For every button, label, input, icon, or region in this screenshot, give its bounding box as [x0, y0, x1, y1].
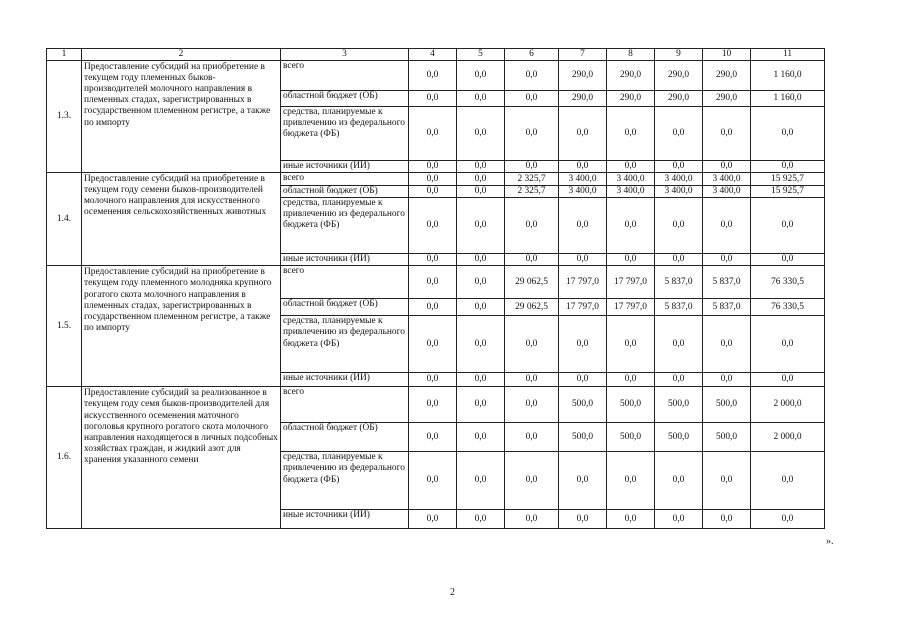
value-cell: 0,0	[559, 254, 607, 266]
value-cell: 0,0	[703, 373, 751, 387]
funding-source: всего	[281, 387, 409, 423]
value-cell: 17 797,0	[607, 299, 655, 316]
funding-source: средства, планируемые к привлечению из федерального бюджета (ФБ)	[281, 316, 409, 373]
header-cell: 8	[607, 49, 655, 61]
value-cell: 0,0	[751, 510, 825, 529]
value-cell: 0,0	[655, 316, 703, 373]
value-cell: 0,0	[409, 198, 457, 254]
value-cell: 0,0	[409, 316, 457, 373]
value-cell: 0,0	[409, 91, 457, 107]
value-cell: 0,0	[457, 254, 505, 266]
funding-source: иные источники (ИИ)	[281, 373, 409, 387]
table-row	[47, 61, 825, 91]
value-cell: 3 400,0	[559, 186, 607, 198]
value-cell: 0,0	[457, 107, 505, 161]
header-cell: 2	[82, 49, 281, 61]
value-cell: 17 797,0	[559, 266, 607, 299]
value-cell: 3 400,0	[703, 186, 751, 198]
value-cell: 0,0	[559, 373, 607, 387]
header-cell: 1	[47, 49, 82, 61]
header-cell: 10	[703, 49, 751, 61]
header-cell: 3	[281, 49, 409, 61]
value-cell: 0,0	[505, 61, 559, 91]
value-cell: 0,0	[409, 161, 457, 173]
value-cell: 0,0	[655, 198, 703, 254]
value-cell: 3 400,0	[655, 186, 703, 198]
value-cell: 0,0	[703, 254, 751, 266]
value-cell: 0,0	[457, 510, 505, 529]
value-cell: 0,0	[409, 173, 457, 186]
value-cell: 3 400,0	[607, 173, 655, 186]
value-cell: 290,0	[559, 61, 607, 91]
value-cell: 2 325,7	[505, 173, 559, 186]
value-cell: 0,0	[457, 387, 505, 423]
item-description: Предоставление субсидий за реализованное в текущем году семя быков-производителей для искусственного осеменения маточного поголовья крупного рогатого скота молочного направления находящегося в личных подсобных хозяйствах граждан, и жидкий азот для хранения указанного семени	[82, 387, 281, 529]
value-cell: 5 837,0	[703, 266, 751, 299]
funding-source: всего	[281, 61, 409, 91]
funding-source: областной бюджет (ОБ)	[281, 91, 409, 107]
value-cell: 0,0	[607, 254, 655, 266]
funding-source: средства, планируемые к привлечению из федерального бюджета (ФБ)	[281, 107, 409, 161]
page-number: 2	[450, 587, 455, 598]
value-cell: 0,0	[751, 161, 825, 173]
value-cell: 0,0	[505, 198, 559, 254]
value-cell: 5 837,0	[703, 299, 751, 316]
budget-table	[46, 48, 825, 529]
value-cell: 0,0	[703, 510, 751, 529]
header-cell: 5	[457, 49, 505, 61]
value-cell: 0,0	[505, 510, 559, 529]
item-number: 1.4.	[47, 173, 82, 266]
value-cell: 0,0	[655, 107, 703, 161]
value-cell: 0,0	[607, 510, 655, 529]
value-cell: 0,0	[409, 266, 457, 299]
table-row	[47, 387, 825, 423]
value-cell: 29 062,5	[505, 299, 559, 316]
value-cell: 76 330,5	[751, 299, 825, 316]
value-cell: 0,0	[457, 266, 505, 299]
value-cell: 5 837,0	[655, 266, 703, 299]
value-cell: 0,0	[409, 61, 457, 91]
value-cell: 3 400,0	[655, 173, 703, 186]
header-cell: 4	[409, 49, 457, 61]
value-cell: 0,0	[505, 254, 559, 266]
value-cell: 0,0	[457, 161, 505, 173]
value-cell: 0,0	[607, 198, 655, 254]
value-cell: 0,0	[751, 316, 825, 373]
value-cell: 500,0	[559, 387, 607, 423]
value-cell: 17 797,0	[607, 266, 655, 299]
value-cell: 2 000,0	[751, 423, 825, 452]
value-cell: 290,0	[655, 91, 703, 107]
value-cell: 0,0	[409, 186, 457, 198]
value-cell: 0,0	[457, 61, 505, 91]
value-cell: 0,0	[457, 373, 505, 387]
value-cell: 0,0	[751, 198, 825, 254]
value-cell: 0,0	[703, 452, 751, 510]
item-description: Предоставление субсидий на приобретение в текущем году племенных быков-производителей молочного направления в племенных стадах, зарегистрированных в государственном племенном регистре, а также по импорту	[82, 61, 281, 173]
value-cell: 0,0	[607, 452, 655, 510]
funding-source: средства, планируемые к привлечению из федерального бюджета (ФБ)	[281, 198, 409, 254]
value-cell: 0,0	[409, 254, 457, 266]
value-cell: 0,0	[409, 373, 457, 387]
value-cell: 15 925,7	[751, 186, 825, 198]
value-cell: 0,0	[409, 510, 457, 529]
value-cell: 0,0	[457, 316, 505, 373]
value-cell: 500,0	[607, 387, 655, 423]
value-cell: 0,0	[505, 387, 559, 423]
funding-source: областной бюджет (ОБ)	[281, 186, 409, 198]
value-cell: 290,0	[607, 91, 655, 107]
value-cell: 0,0	[607, 316, 655, 373]
value-cell: 0,0	[655, 161, 703, 173]
value-cell: 0,0	[655, 373, 703, 387]
header-cell: 11	[751, 49, 825, 61]
item-description: Предоставление субсидий на приобретение в текущем году семени быков-производителей молочного направления для искусственного осеменения сельскохозяйственных животных	[82, 173, 281, 266]
funding-source: всего	[281, 266, 409, 299]
table-body	[47, 61, 825, 529]
value-cell: 0,0	[751, 373, 825, 387]
value-cell: 500,0	[655, 423, 703, 452]
header-cell: 9	[655, 49, 703, 61]
value-cell: 0,0	[607, 161, 655, 173]
value-cell: 0,0	[703, 316, 751, 373]
value-cell: 0,0	[457, 198, 505, 254]
value-cell: 500,0	[655, 387, 703, 423]
value-cell: 76 330,5	[751, 266, 825, 299]
value-cell: 500,0	[559, 423, 607, 452]
item-number: 1.6.	[47, 387, 82, 529]
value-cell: 0,0	[655, 452, 703, 510]
value-cell: 290,0	[559, 91, 607, 107]
value-cell: 0,0	[409, 387, 457, 423]
value-cell: 0,0	[751, 452, 825, 510]
value-cell: 290,0	[703, 91, 751, 107]
item-description: Предоставление субсидий на приобретение в текущем году племенного молодняка крупного рогатого скота молочного направления в племенных стадах, зарегистрированных в государственном племенном регистре, а также по импорту	[82, 266, 281, 387]
value-cell: 0,0	[409, 107, 457, 161]
value-cell: 0,0	[703, 198, 751, 254]
value-cell: 290,0	[655, 61, 703, 91]
value-cell: 0,0	[703, 107, 751, 161]
value-cell: 0,0	[751, 107, 825, 161]
funding-source: областной бюджет (ОБ)	[281, 299, 409, 316]
funding-source: иные источники (ИИ)	[281, 161, 409, 173]
table-row	[47, 173, 825, 186]
value-cell: 290,0	[607, 61, 655, 91]
value-cell: 0,0	[607, 107, 655, 161]
funding-source: иные источники (ИИ)	[281, 510, 409, 529]
value-cell: 0,0	[655, 254, 703, 266]
table-row	[47, 266, 825, 299]
value-cell: 0,0	[457, 452, 505, 510]
value-cell: 29 062,5	[505, 266, 559, 299]
value-cell: 500,0	[607, 423, 655, 452]
value-cell: 500,0	[703, 423, 751, 452]
value-cell: 0,0	[505, 452, 559, 510]
value-cell: 0,0	[559, 107, 607, 161]
funding-source: областной бюджет (ОБ)	[281, 423, 409, 452]
value-cell: 0,0	[655, 510, 703, 529]
item-number: 1.5.	[47, 266, 82, 387]
value-cell: 1 160,0	[751, 91, 825, 107]
value-cell: 15 925,7	[751, 173, 825, 186]
value-cell: 0,0	[751, 254, 825, 266]
header-cell: 6	[505, 49, 559, 61]
value-cell: 3 400,0	[559, 173, 607, 186]
header-cell: 7	[559, 49, 607, 61]
funding-source: всего	[281, 173, 409, 186]
value-cell: 0,0	[505, 161, 559, 173]
value-cell: 0,0	[505, 107, 559, 161]
value-cell: 0,0	[559, 198, 607, 254]
value-cell: 2 325,7	[505, 186, 559, 198]
value-cell: 0,0	[457, 186, 505, 198]
value-cell: 2 000,0	[751, 387, 825, 423]
value-cell: 0,0	[559, 452, 607, 510]
value-cell: 0,0	[457, 299, 505, 316]
value-cell: 5 837,0	[655, 299, 703, 316]
value-cell: 290,0	[703, 61, 751, 91]
value-cell: 0,0	[505, 423, 559, 452]
funding-source: средства, планируемые к привлечению из федерального бюджета (ФБ)	[281, 452, 409, 510]
value-cell: 3 400,0	[703, 173, 751, 186]
header-row	[47, 49, 825, 61]
value-cell: 0,0	[409, 423, 457, 452]
value-cell: 0,0	[457, 423, 505, 452]
value-cell: 0,0	[409, 299, 457, 316]
value-cell: 500,0	[703, 387, 751, 423]
value-cell: 0,0	[505, 373, 559, 387]
value-cell: 0,0	[457, 173, 505, 186]
value-cell: 0,0	[559, 316, 607, 373]
value-cell: 0,0	[409, 452, 457, 510]
value-cell: 1 160,0	[751, 61, 825, 91]
value-cell: 0,0	[505, 91, 559, 107]
value-cell: 0,0	[505, 316, 559, 373]
value-cell: 0,0	[559, 510, 607, 529]
value-cell: 17 797,0	[559, 299, 607, 316]
item-number: 1.3.	[47, 61, 82, 173]
value-cell: 0,0	[457, 91, 505, 107]
value-cell: 0,0	[559, 161, 607, 173]
value-cell: 0,0	[607, 373, 655, 387]
funding-source: иные источники (ИИ)	[281, 254, 409, 266]
value-cell: 3 400,0	[607, 186, 655, 198]
closing-quote-mark: ».	[826, 536, 834, 547]
value-cell: 0,0	[703, 161, 751, 173]
